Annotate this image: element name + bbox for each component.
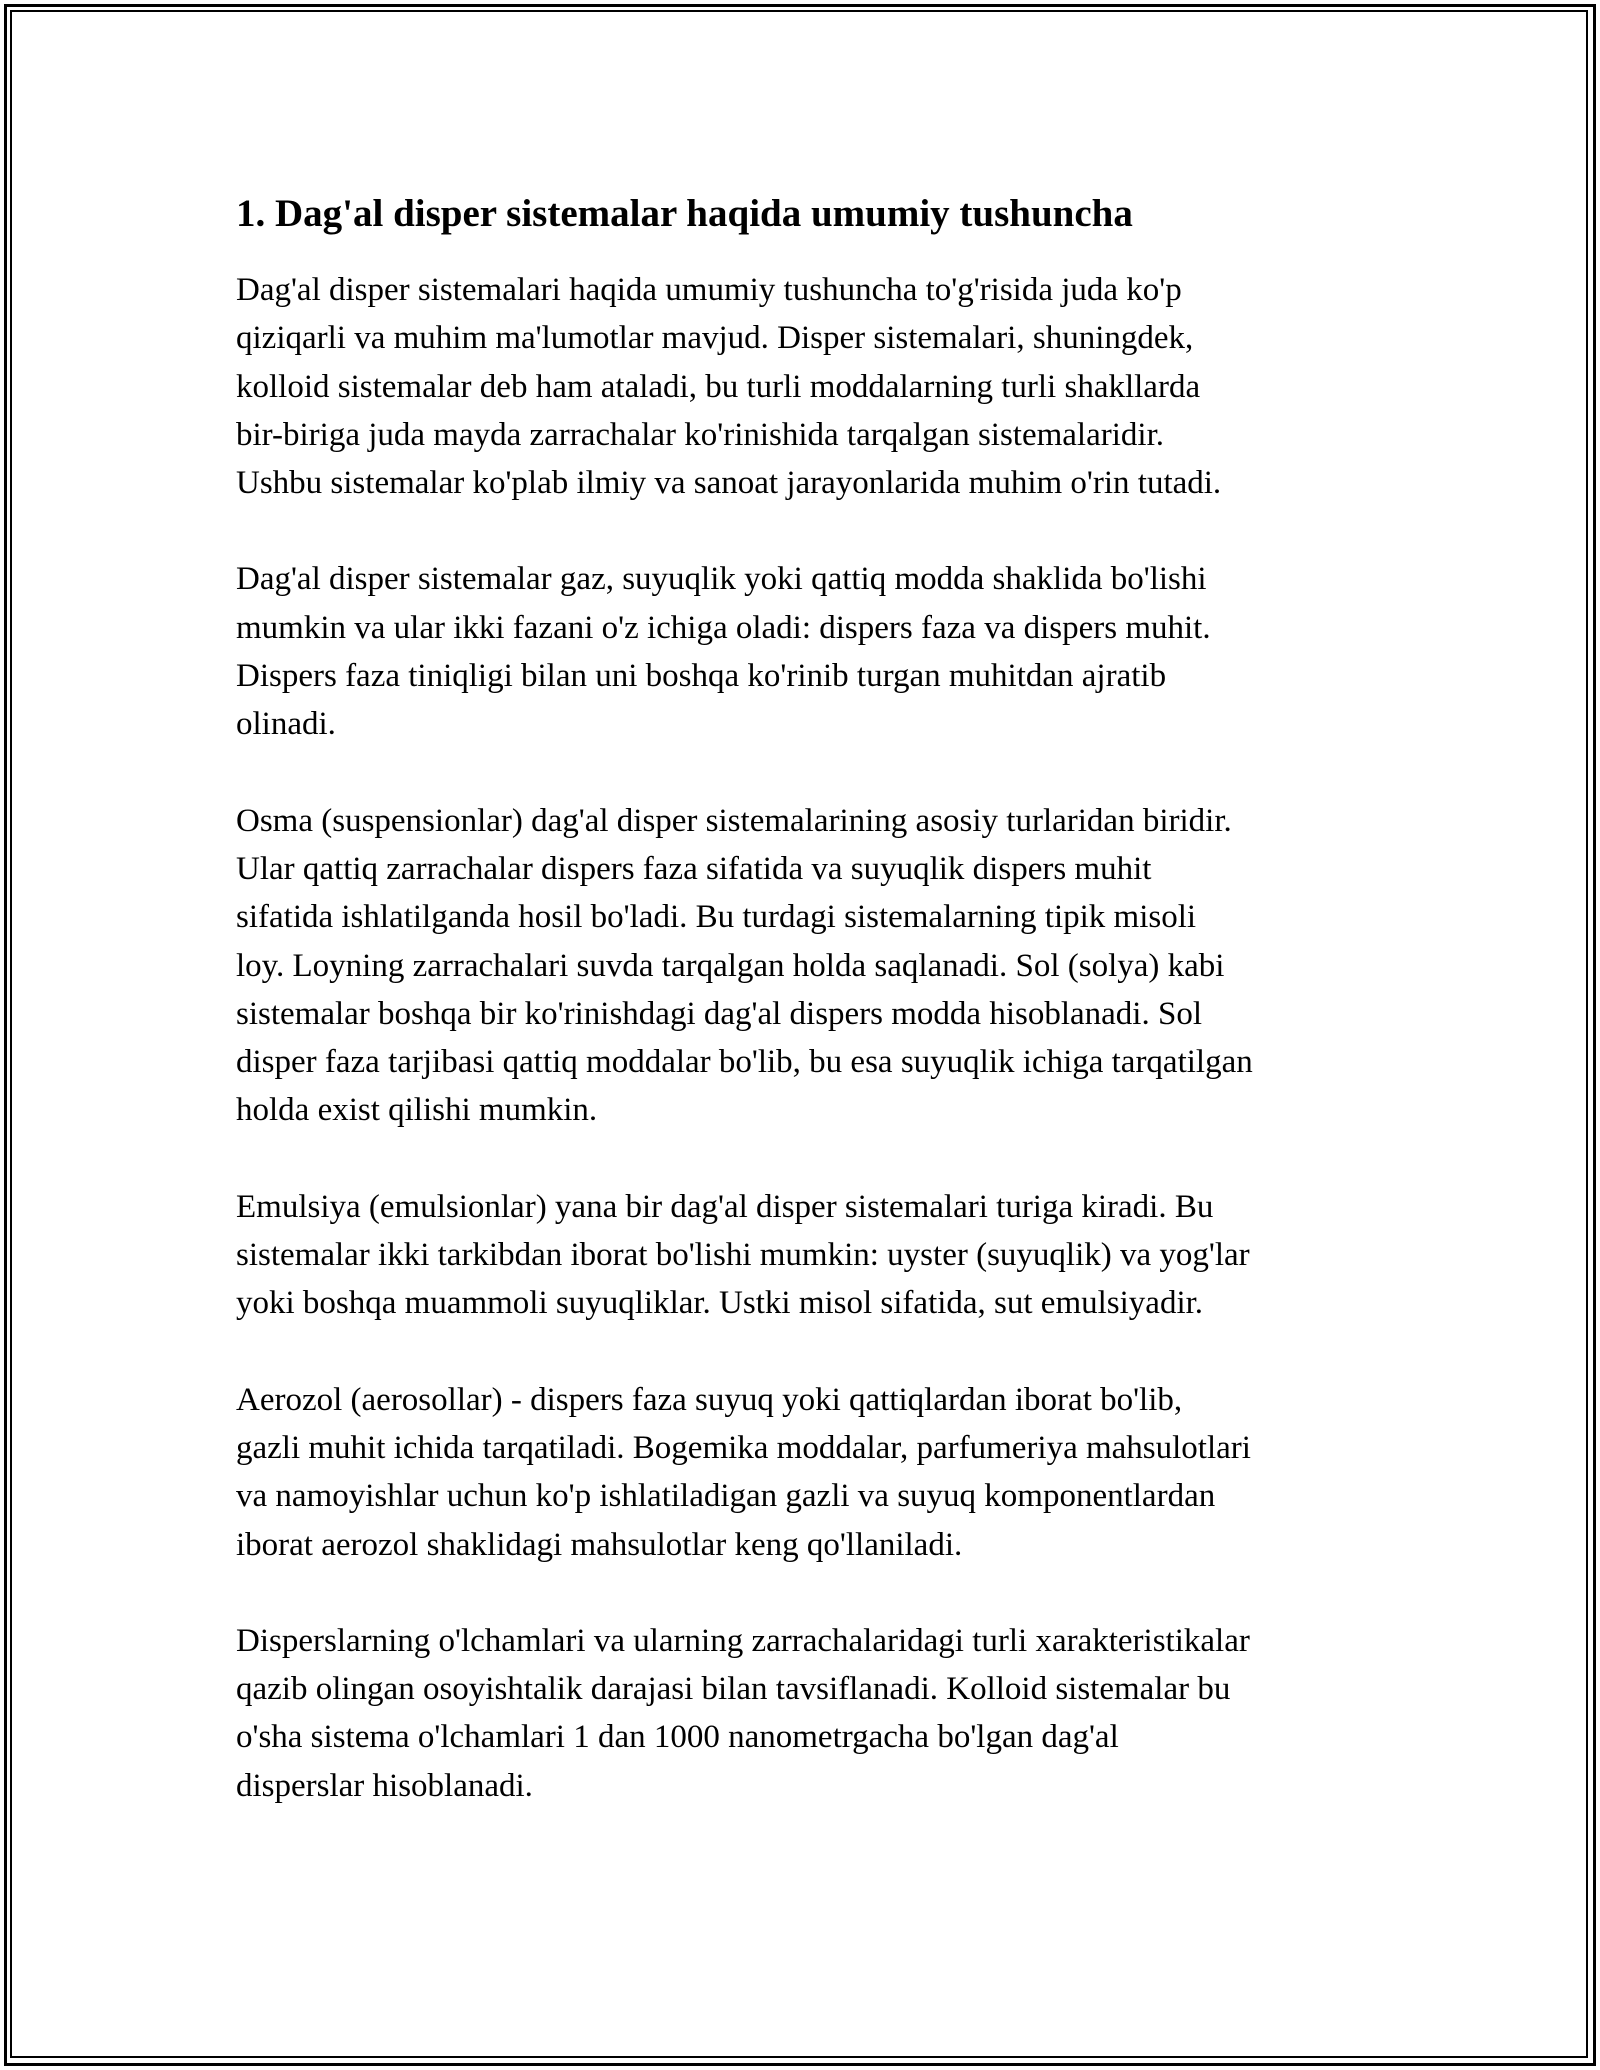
paragraph-3: Osma (suspensionlar) dag'al disper sistemalarining asosiy turlaridan biridir. Ular qattiq zarrachalar dispers faza sifatida va suyuqlik dispers muhit sifatida ishlatilganda hosil bo'ladi. Bu turdagi sistemalarning tipik misoli loy. Loyning zarrachalari suvda tarqalgan holda saqlanadi. Sol (solya) kabi sistemalar boshqa bir ko'rinishdagi dag'al dispers modda hisoblanadi. Sol disper faza tarjibasi qattiq moddalar bo'lib, bu esa suyuqlik ichiga tarqatilgan holda exist qilishi mumkin. [236,802,1253,1129]
paragraph-4: Emulsiya (emulsionlar) yana bir dag'al disper sistemalari turiga kiradi. Bu sistemalar ikki tarkibdan iborat bo'lishi mumkin: uyster (suyuqlik) va yog'lar yoki boshqa muammoli suyuqliklar. Ustki misol sifatida, sut emulsiyadir. [236,1188,1250,1322]
paragraph-1: Dag'al disper sistemalari haqida umumiy tushuncha to'g'risida juda ko'p qiziqarli va muhim ma'lumotlar mavjud. Disper sistemalari, shuningdek, kolloid sistemalar deb ham ataladi, bu turli moddalarning turli shakllarda bir-biriga juda mayda zarrachalar ko'rinishida tarqalgan sistemalaridir. Ushbu sistemalar ko'plab ilmiy va sanoat jarayonlarida muhim o'rin tutadi. [236,272,1222,502]
paragraph-6: Disperslarning o'lchamlari va ularning zarrachalaridagi turli xarakteristikalar qazib olingan osoyishtalik darajasi bilan tavsiflanadi. Kolloid sistemalar bu o'sha sistema o'lchamlari 1 dan 1000 nanometrgacha bo'lgan dag'al disperslar hisoblanadi. [236,1622,1250,1804]
document-body [236,186,1386,1858]
paragraph-2: Dag'al disper sistemalar gaz, suyuqlik yoki qattiq modda shaklida bo'lishi mumkin va ular ikki fazani o'z ichiga oladi: dispers faza va dispers muhit. Dispers faza tiniqligi bilan uni boshqa ko'rinib turgan muhitdan ajratib olinadi. [236,561,1211,743]
section-heading: 1. Dag'al disper sistemalar haqida umumiy tushuncha [236,192,1133,235]
paragraph-5: Aerozol (aerosollar) - dispers faza suyuq yoki qattiqlardan iborat bo'lib, gazli muhit ichida tarqatiladi. Bogemika moddalar, parfumeriya mahsulotlari va namoyishlar uchun ko'p ishlatiladigan gazli va suyuq komponentlardan iborat aerozol shaklidagi mahsulotlar keng qo'llaniladi. [236,1381,1251,1563]
